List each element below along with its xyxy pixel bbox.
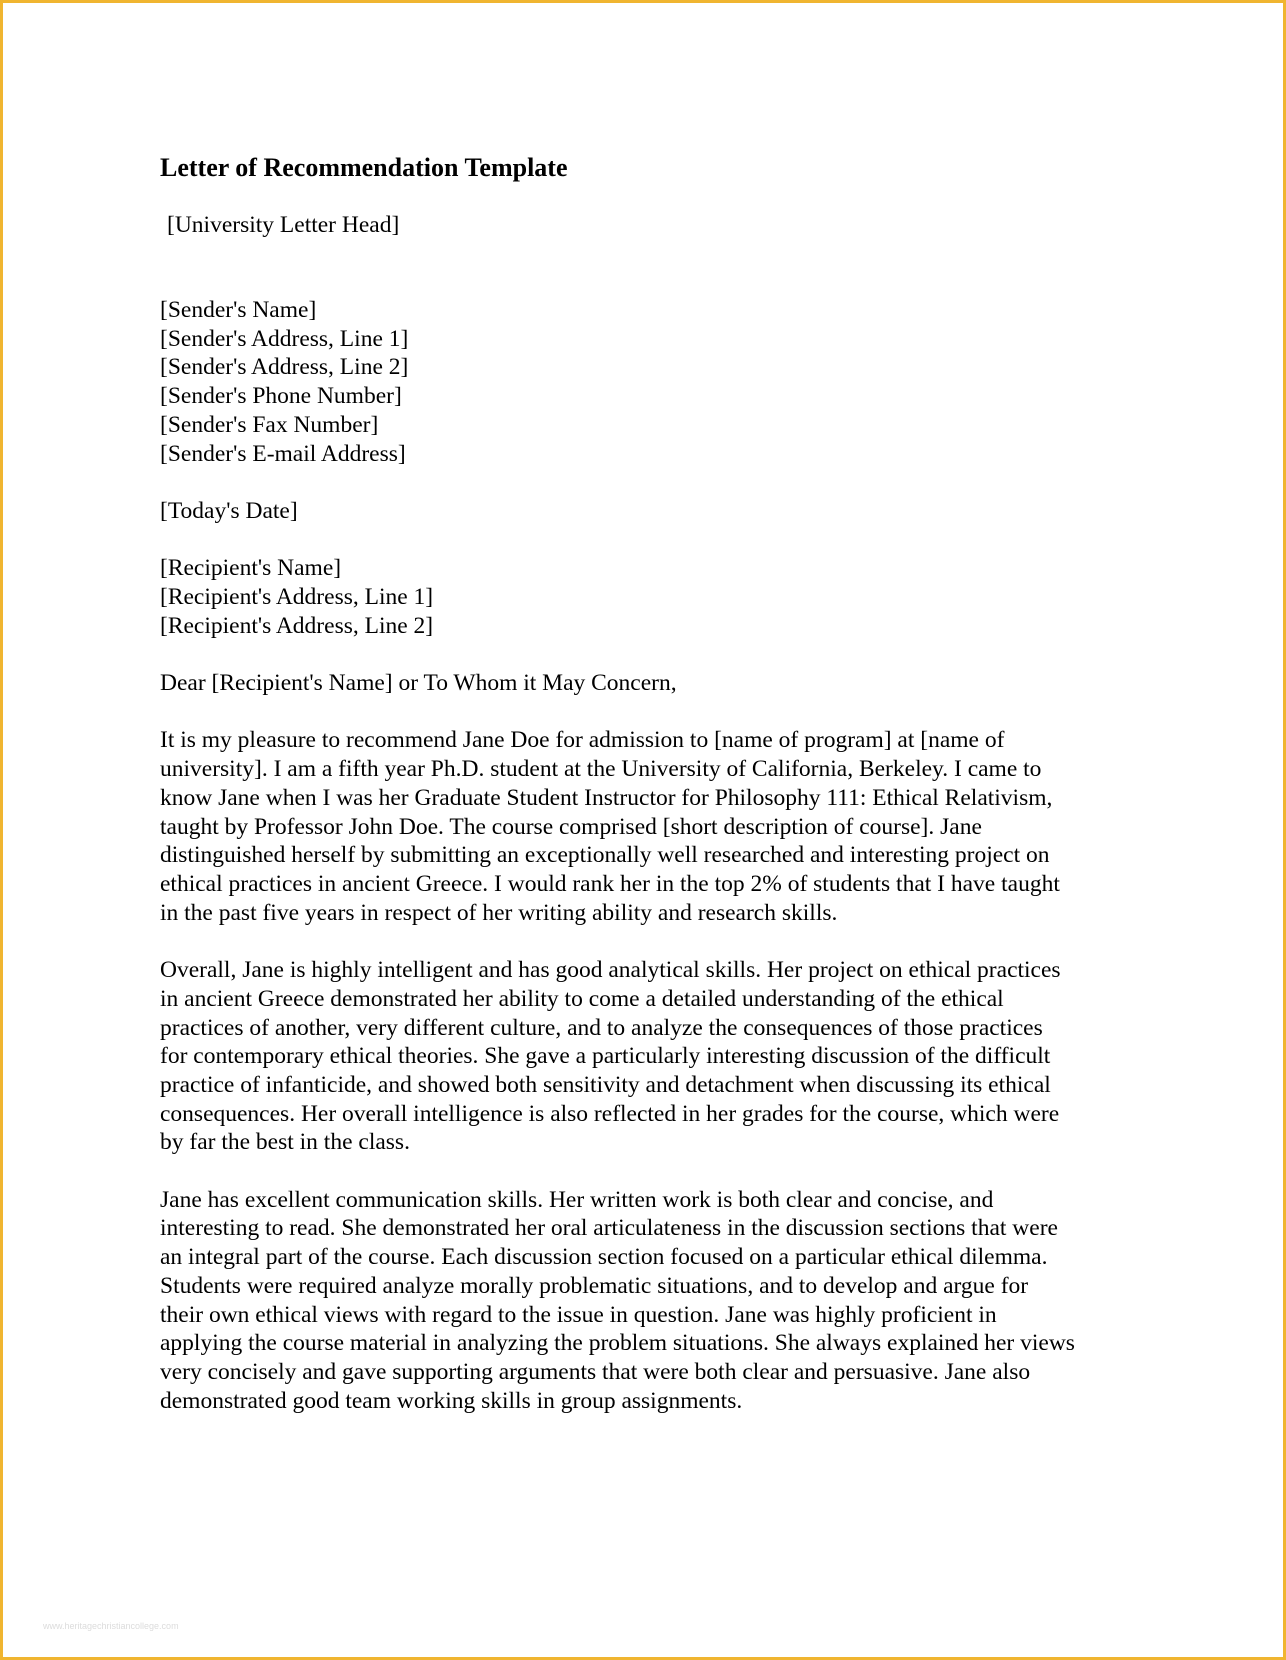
letter-date: [Today's Date] bbox=[160, 497, 298, 524]
sender-address-line-2: [Sender's Address, Line 2] bbox=[160, 354, 409, 381]
paragraph-line: interesting to read. She demonstrated her oral articulateness in the discussion sections that were bbox=[160, 1215, 1058, 1242]
paragraph-line: consequences. Her overall intelligence is also reflected in her grades for the course, which were bbox=[160, 1100, 1060, 1127]
recipient-block bbox=[160, 554, 1160, 640]
body-paragraph-1 bbox=[160, 726, 1160, 927]
date-block bbox=[160, 497, 1160, 526]
paragraph-line: Students were required analyze morally problematic situations, and to develop and argue for bbox=[160, 1272, 1029, 1299]
document-title: Letter of Recommendation Template bbox=[160, 153, 568, 182]
paragraph-line: distinguished herself by submitting an exceptionally well researched and interesting project on bbox=[160, 842, 1050, 869]
paragraph-line: practice of infanticide, and showed both sensitivity and detachment when discussing its ethical bbox=[160, 1071, 1051, 1098]
paragraph-line: It is my pleasure to recommend Jane Doe for admission to [name of program] at [name of bbox=[160, 727, 1005, 754]
sender-address-line-1: [Sender's Address, Line 1] bbox=[160, 325, 409, 352]
salutation: Dear [Recipient's Name] or To Whom it May Concern, bbox=[160, 670, 677, 697]
recipient-name: [Recipient's Name] bbox=[160, 555, 342, 582]
salutation-block bbox=[160, 669, 1160, 698]
paragraph-line: university]. I am a fifth year Ph.D. student at the University of California, Berkeley. I came to bbox=[160, 756, 1042, 783]
recipient-address-line-2: [Recipient's Address, Line 2] bbox=[160, 612, 434, 639]
paragraph-line: in the past five years in respect of her writing ability and research skills. bbox=[160, 899, 838, 926]
paragraph-line: practices of another, very different culture, and to analyze the consequences of those practices bbox=[160, 1014, 1043, 1041]
paragraph-line: Jane has excellent communication skills. Her written work is both clear and concise, and bbox=[160, 1186, 994, 1213]
sender-block bbox=[160, 296, 1160, 468]
paragraph-line: by far the best in the class. bbox=[160, 1129, 410, 1156]
watermark-text: www.heritagechristiancollege.com bbox=[43, 1621, 179, 1631]
paragraph-line: applying the course material in analyzing the problem situations. She always explained her views bbox=[160, 1330, 1075, 1357]
paragraph-line: their own ethical views with regard to the issue in question. Jane was highly proficient in bbox=[160, 1301, 997, 1328]
sender-name: [Sender's Name] bbox=[160, 297, 317, 323]
recipient-address-line-1: [Recipient's Address, Line 1] bbox=[160, 584, 434, 610]
paragraph-line: for contemporary ethical theories. She gave a particularly interesting discussion of the difficult bbox=[160, 1043, 1051, 1070]
paragraph-line: taught by Professor John Doe. The course comprised [short description of course]. Jane bbox=[160, 813, 982, 840]
paragraph-line: Overall, Jane is highly intelligent and has good analytical skills. Her project on ethical practices bbox=[160, 957, 1061, 984]
paragraph-line: very concisely and gave supporting arguments that were both clear and persuasive. Jane also bbox=[160, 1358, 1031, 1385]
paragraph-line: demonstrated good team working skills in group assignments. bbox=[160, 1387, 743, 1414]
paragraph-line: in ancient Greece demonstrated her ability to come a detailed understanding of the ethical bbox=[160, 985, 1004, 1012]
body-paragraph-2 bbox=[160, 956, 1160, 1157]
paragraph-line: know Jane when I was her Graduate Student Instructor for Philosophy 111: Ethical Relativism, bbox=[160, 784, 1053, 811]
paragraph-line: ethical practices in ancient Greece. I would rank her in the top 2% of students that I have taught bbox=[160, 871, 1060, 897]
sender-email: [Sender's E-mail Address] bbox=[160, 440, 406, 467]
sender-phone: [Sender's Phone Number] bbox=[160, 383, 402, 410]
body-paragraph-3 bbox=[160, 1186, 1160, 1416]
sender-fax: [Sender's Fax Number] bbox=[160, 411, 379, 438]
letterhead-placeholder: [University Letter Head] bbox=[167, 212, 400, 238]
letter-content bbox=[160, 153, 1160, 1415]
paragraph-line: an integral part of the course. Each discussion section focused on a particular ethical dilemma. bbox=[160, 1244, 1048, 1271]
